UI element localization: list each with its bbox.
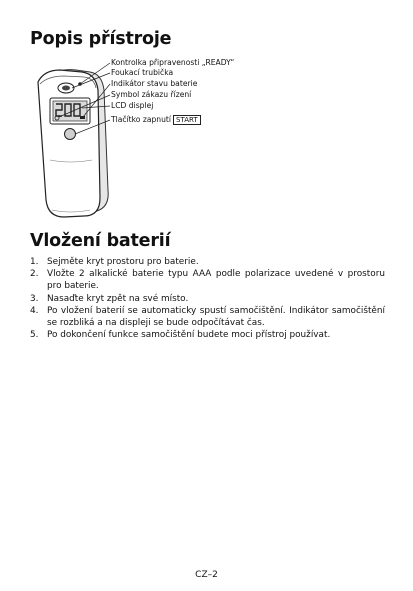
blowing-tube-opening <box>62 86 70 91</box>
step-text: Sejměte kryt prostoru pro baterie. <box>47 257 199 267</box>
step-text: Po dokončení funkce samočištění budete moci přístroj používat. <box>47 330 331 341</box>
page-number: CZ–2 <box>195 570 218 580</box>
step-text: Po vložení baterií se automaticky spustí samočištění. Indikátor samočištění se rozbliká a na displeji se bude odpočítávat čas. <box>47 305 385 329</box>
callout-battery-indicator: Indikátor stavu baterie <box>111 79 198 88</box>
step-text: Vložte 2 alkalické baterie typu AAA podle polarizace uvedené v prostoru pro baterie. <box>47 269 385 292</box>
page-title: Popis přístroje <box>30 29 172 49</box>
step-number: 1. <box>30 257 39 267</box>
battery-icon <box>80 116 85 119</box>
list-item <box>30 293 385 305</box>
device-illustration <box>20 60 413 230</box>
section-heading-batteries: Vložení baterií <box>30 231 171 251</box>
callout-ready-indicator: Kontrolka připravenosti „READY“ <box>111 58 235 67</box>
callout-lcd-display: LCD displej <box>111 101 154 110</box>
start-label-box: START <box>173 115 201 125</box>
step-number: 4. <box>30 305 39 316</box>
callout-power-button <box>111 115 201 125</box>
list-item <box>30 329 385 341</box>
list-item <box>30 305 385 329</box>
callout-blowing-tube: Foukací trubička <box>111 68 174 77</box>
step-text: Nasaďte kryt zpět na své místo. <box>47 293 189 304</box>
battery-steps-list <box>30 256 385 341</box>
step-number: 2. <box>30 269 39 280</box>
list-item <box>30 256 385 268</box>
step-number: 3. <box>30 293 39 304</box>
breathalyzer-illustration <box>20 60 413 230</box>
callout-power-button-label: Tlačítko zapnutí <box>111 115 172 124</box>
step-number: 5. <box>30 330 39 341</box>
start-button <box>65 129 76 140</box>
callout-no-driving-symbol: Symbol zákazu řízení <box>111 90 192 99</box>
list-item <box>30 268 385 292</box>
